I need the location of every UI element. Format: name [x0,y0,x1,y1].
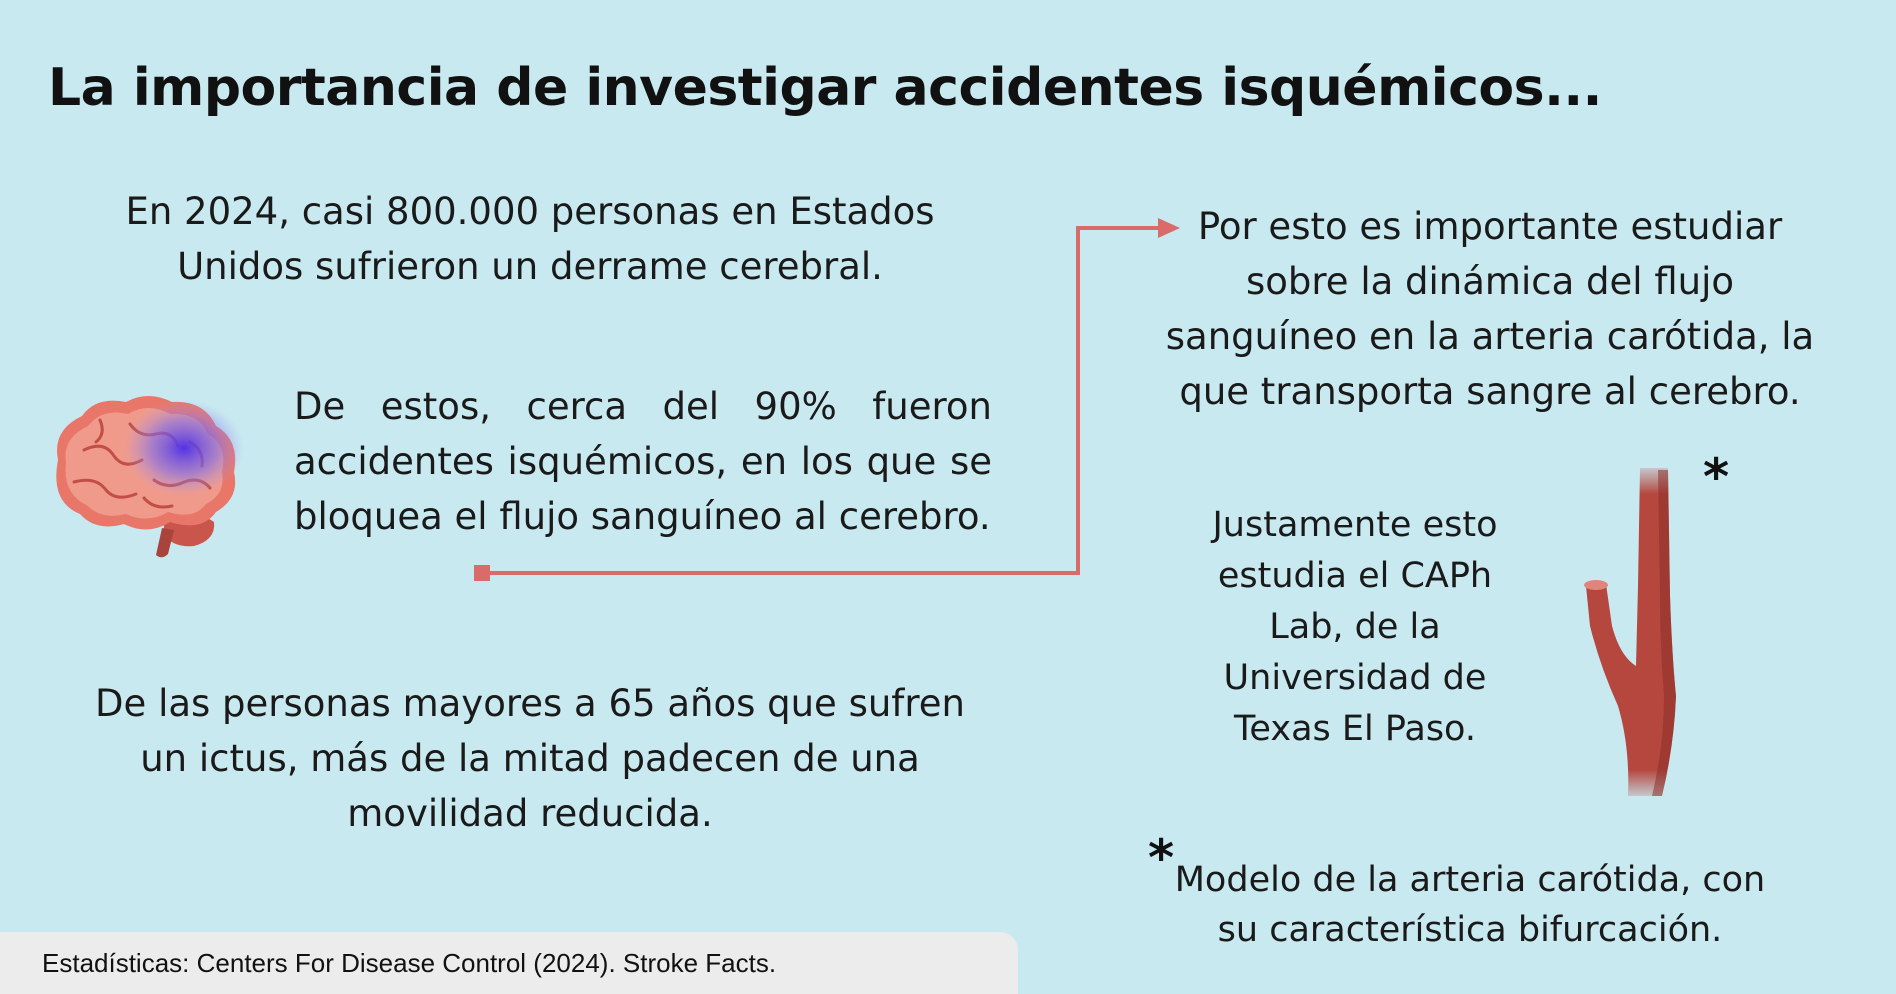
artery-icon [1580,466,1690,806]
artery-model-note: Modelo de la arteria carótida, con su característica bifurcación. [1174,860,1766,950]
lab-description: Justamente esto estudia el CAPh Lab, de la Universidad de Texas El Paso. [1212,505,1498,749]
asterisk-note-marker: * [1148,829,1175,887]
stat-mobility: De las personas mayores a 65 años que sufren un ictus, más de la mitad padecen de una movilidad reducida. [95,682,965,835]
conclusion-text: Por esto es importante estudiar sobre la dinámica del flujo sanguíneo en la arteria carótida, la que transporta sangre al cerebro. [1165,205,1815,413]
stat-ischemic-percentage: De estos, cerca del 90% fueron accidentes isquémicos, en los que se bloquea el flujo sanguíneo al cerebro. [294,385,992,538]
footer-citation: Estadísticas: Centers For Disease Control (2024). Stroke Facts. [42,948,777,978]
asterisk-marker: * [1703,448,1730,506]
stat-stroke-count: En 2024, casi 800.000 personas en Estados Unidos sufrieron un derrame cerebral. [125,190,935,288]
page-title: La importancia de investigar accidentes isquémicos... [48,58,1602,118]
